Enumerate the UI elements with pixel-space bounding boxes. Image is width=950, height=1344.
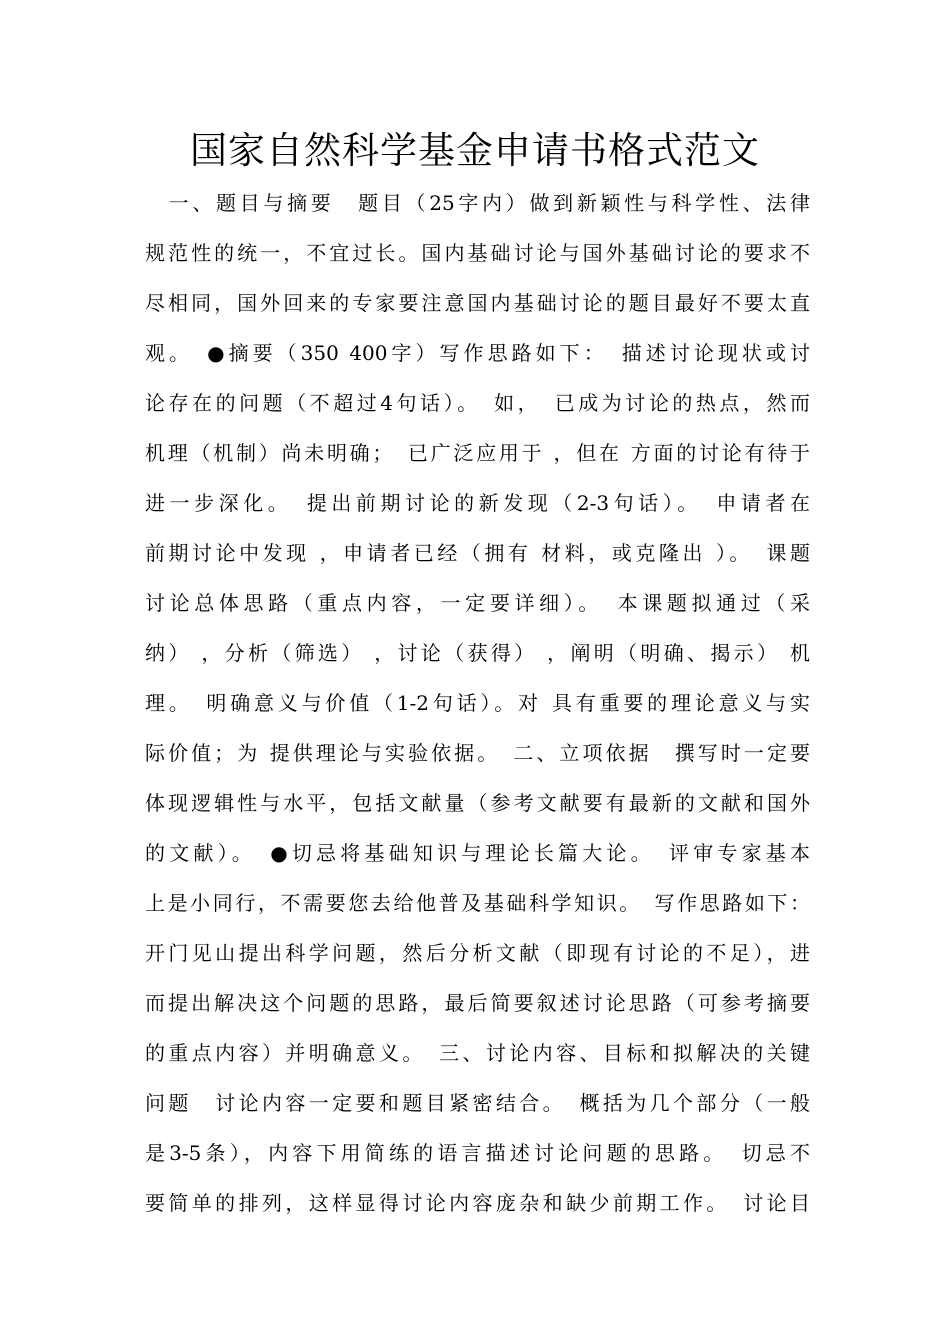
body-line: 问题 讨论内容一定要和题目紧密结合。 概括为几个部分（一般: [145, 1091, 810, 1115]
body-line: 开门见山提出科学问题，然后分析文献（即现有讨论的不足），进: [145, 941, 810, 965]
body-line: 机理（机制）尚未明确； 已广泛应用于 ，但在 方面的讨论有待于: [145, 441, 810, 465]
body-line: 要简单的排列，这样显得讨论内容庞杂和缺少前期工作。 讨论目: [145, 1191, 810, 1215]
body-line: 尽相同，国外回来的专家要注意国内基础讨论的题目最好不要太直: [145, 291, 810, 315]
body-line: 际价值；为 提供理论与实验依据。 二、立项依据 撰写时一定要: [145, 741, 810, 765]
body-line: 前期讨论中发现 ，申请者已经（拥有 材料，或克隆出 ）。 课题: [145, 541, 810, 565]
body-line: 进一步深化。 提出前期讨论的新发现（2-3句话）。 申请者在: [145, 491, 810, 515]
body-line: 上是小同行，不需要您去给他普及基础科学知识。 写作思路如下：: [145, 891, 810, 915]
document-title: 国家自然科学基金申请书格式范文: [190, 129, 760, 172]
body-line: 观。 ●摘要（350 400字）写作思路如下： 描述讨论现状或讨: [145, 341, 810, 365]
body-line: 纳） ，分析（筛选） ，讨论（获得） ，阐明（明确、揭示） 机: [145, 641, 810, 665]
body-line: 理。 明确意义与价值（1-2句话）。对 具有重要的理论意义与实: [145, 691, 810, 715]
body-line: 规范性的统一，不宜过长。国内基础讨论与国外基础讨论的要求不: [145, 241, 810, 265]
body-line: 体现逻辑性与水平，包括文献量（参考文献要有最新的文献和国外: [145, 791, 810, 815]
body-line: 而提出解决这个问题的思路，最后简要叙述讨论思路（可参考摘要: [145, 991, 810, 1015]
body-line: 的重点内容）并明确意义。 三、讨论内容、目标和拟解决的关键: [145, 1041, 810, 1065]
body-line: 一、题目与摘要 题目（25字内）做到新颖性与科学性、法律: [145, 191, 810, 215]
body-line: 是3-5条），内容下用简练的语言描述讨论问题的思路。 切忌不: [145, 1141, 810, 1165]
document-body: [145, 178, 810, 1228]
body-line: 论存在的问题（不超过4句话）。 如， 已成为讨论的热点，然而: [145, 391, 810, 415]
body-line: 讨论总体思路（重点内容，一定要详细）。 本课题拟通过（采: [145, 591, 810, 615]
body-line: 的文献）。 ●切忌将基础知识与理论长篇大论。 评审专家基本: [145, 841, 810, 865]
